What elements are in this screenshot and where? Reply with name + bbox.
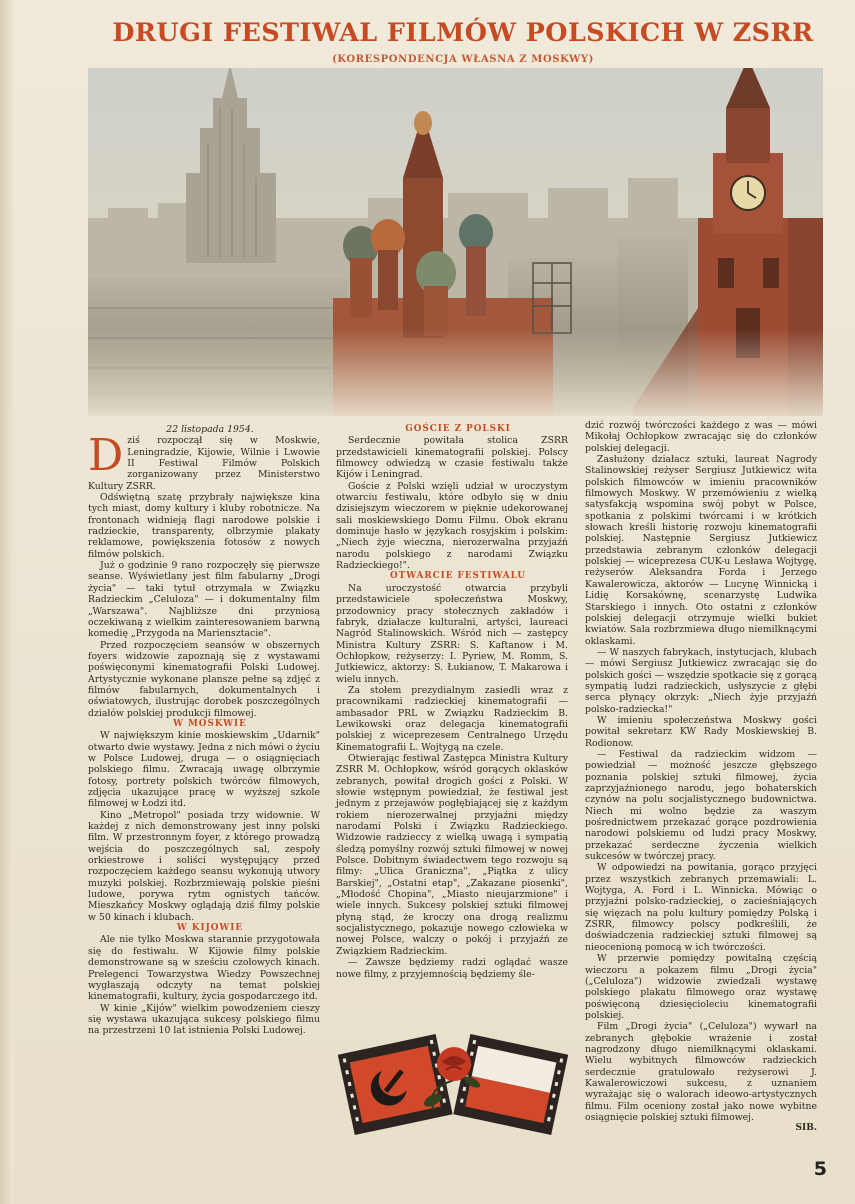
column-3 [585,420,817,1135]
paragraph: Film „Drogi życia" („Celuloza") wywarł na zebranych głębokie wrażenie i został nagrodzony długo niemilknącymi oklaskami. Wielu wybitnych filmowców radzieckich serdecznie gratulowało reżyserowi J. Kawalerowiczowi sukcesu, z uznaniem wyrażając się o walorach ideowo-artystycznych filmu. Film oceniony został jako nowe wybitne osiągnięcie polskiej sztuki filmowej. [585,1021,817,1123]
paragraph: Za stołem prezydialnym zasiedli wraz z pracownikami radzieckiej kinematografii — ambasador PRL w Związku Radzieckim B. Lewikowski oraz delegacja kinematografii polskiej z wiceprezesem Centralnego Urzędu Kinematografii L. Wojtygą na czele. [336,684,568,753]
article-subtitle: (KORESPONDENCJA WŁASNA Z MOSKWY) [332,54,594,65]
section-heading-otwarcie: OTWARCIE FESTIWALU [389,571,527,582]
paragraph: Serdecznie powitała stolica ZSRR przedstawicieli kinematografii polskiej. Polscy filmowcy odwiedzą w czasie festiwalu także Kijów i Leningrad. [336,435,568,481]
paragraph: W przerwie pomiędzy powitalną częścią wieczoru a pokazem filmu „Drogi życia" („Celuloza") widzowie zwiedzali wystawę polskiego plakatu filmowego oraz wystawę poświęconą dziesięcioleciu kinematografii polskiej. [585,953,817,1021]
paragraph: dzić rozwój twórczości każdego z was — mówi Mikołaj Ochłopkow zwracając się do członków polskiej delegacji. [585,420,817,454]
moscow-kremlin-photo [88,68,823,416]
paragraph: Goście z Polski wzięli udział w uroczystym otwarciu festiwalu, które odbyło się w dniu dzisiejszym wieczorem w pięknie udekorowanej sali moskiewskiego Domu Filmu. Obok ekranu dominuje hasło w językach rosyjskim i polskim: „Niech żyje wieczna, nierozerwalna przyjaźń narodu polskiego z narodami Związku Radzieckiego!". [336,480,568,572]
article-date: 22 listopada 1954. [166,424,254,435]
paragraph: Na uroczystość otwarcia przybyli przedstawiciele społeczeństwa Moskwy, przodownicy pracy stołecznych zakładów i fabryk, działacze kulturalni, artyści, laureaci Nagród Stalinowskich. Wśród nich — zastępcy Ministra Kultury ZSRR: S. Kaftanow i M. Ochłopkow, reżyserzy: I. Pyriew, M. Romm, S. Jutkiewicz, aktorzy: S. Łukianow, T. Makarowa i wielu innych. [336,582,568,685]
section-heading-kijowie: W KIJOWIE [176,923,244,934]
author-signature: SIB. [795,1123,817,1134]
column-2 [336,424,568,980]
paragraph: W imieniu społeczeństwa Moskwy gości powitał sekretarz KW Rady Moskiewskiej B. Rodionow. [585,714,817,749]
paragraph: W kinie „Kijów" wielkim powodzeniem cieszy się wystawa ukazująca sukcesy polskiego filmu na przestrzeni 10 lat istnienia Polski Ludowej. [88,1002,320,1037]
paragraph: Zasłużony działacz sztuki, laureat Nagrody Stalinowskiej reżyser Sergiusz Jutkiewicz wita polskich filmowców w imieniu pracowników filmowych Moskwy. W przemówieniu z wielką satysfakcją wspomina swój pobyt w Polsce, spotkania z polskimi twórcami i w krótkich słowach kreśli historię rozwoju kinematografii polskiej. Następnie Sergiusz Jutkiewicz przedstawia zebranym członków delegacji polskiej — wiceprezesa CUK-u Lesława Wojtygę, reżyserów Aleksandra Forda i Jerzego Kawalerowicza, aktorów — Lucynę Winnicką i Lidię Korsakównę, scenarzystę Ludwika Starskiego i innych. Oto ostatni z członków polskiej delegacji otrzymuje wielki bukiet kwiatów. Sala rozbrzmiewa długo niemilknącymi oklaskami. [585,454,817,647]
paragraph: W największym kinie moskiewskim „Udarnik" otwarto dwie wystawy. Jedna z nich mówi o życiu w Polsce Ludowej, druga — o osiągnięciach polskiego filmu. Zwracają uwagę olbrzymie fotosy, portrety polskich twórców filmowych, zdjęcia ukazujące pracę w wyższej szkole filmowej w Łodzi itd. [88,730,320,810]
paragraph: — Festiwal da radzieckim widzom — powiedział — możność jeszcze głębszego poznania polskiej sztuki filmowej, życia zaprzyjaźnionego narodu, jego bohaterskich czynów na polu socjalistycznego budownictwa. Niech mi wolno będzie za waszym pośrednictwem przekazać gorące pozdrowienia narodowi polskiemu od ludzi pracy Moskwy, przekazać serdeczne życzenia wielkich sukcesów w twórczej pracy. [585,748,817,863]
page-edge-shadow [0,0,14,1204]
drop-cap: D [88,430,124,482]
paragraph: Przed rozpoczęciem seansów w obszernych foyers widzowie zapoznają się z wystawami poświęconymi kinematografii Polski Ludowej. Artystycznie wykonane plansze pełne są zdjęć z filmów fabularnych, dokumentalnych i oświatowych, ilustrując dorobek poszczególnych działów polskiej produkcji filmowej. [88,639,320,719]
film-strip-ornament [338,1018,570,1143]
paragraph: Już o godzinie 9 rano rozpoczęły się pierwsze seanse. Wyświetlany jest film fabularny „Drogi życia" — taki tytuł otrzymała w Związku Radzieckim „Celuloza" — i dokumentalny film „Warszawa". Najbliższe dni przyniosą oczekiwaną z wielkim zainteresowaniem barwną komedię „Przygoda na Mariensztacie". [88,560,320,640]
page-number: 5 [813,1158,827,1180]
section-heading-goscie: GOŚCIE Z POLSKI [405,424,511,434]
paragraph: Odświętną szatę przybrały największe kina tych miast, domy kultury i kluby robotnicze. Na frontonach widnieją flagi narodowe polskie i radzieckie, transparenty, olbrzymie plakaty reklamowe, powiększenia fotosów z nowych filmów polskich. [88,492,320,560]
column-1 [88,424,320,1037]
paragraph: Otwierając festiwal Zastępca Ministra Kultury ZSRR M. Ochłopkow, wśród gorących oklasków zebranych, powitał drogich gości z Polski. W słowie wstępnym powiedział, że festiwal jest jednym z przejawów pogłębiającej się z każdym rokiem nierozerwalnej przyjaźni między narodami Polski i Związku Radzieckiego. Widzowie radzieccy z wielką uwagą i sympatią śledzą pomyślny rozwój sztuki filmowej w nowej Polsce. Dobitnym świadectwem tego rozwoju są filmy: „Ulica Graniczna", „Piątka z ulicy Barskiej", „Ostatni etap", „Zakazane piosenki", „Młodość Chopina", „Miasto nieujarzmione" i wiele innych. Sukcesy polskiej sztuki filmowej płyną stąd, że kroczy ona drogą realizmu socjalistycznego, pokazuje nowego człowieka w nowej Polsce, walczy o pokój i przyjaźń ze Związkiem Radzieckim. [336,752,568,957]
paragraph: — Zawsze będziemy radzi oglądać wasze nowe filmy, z przyjemnością będziemy śle- [336,957,568,980]
paragraph: ziś rozpoczął się w Moskwie, Leningradzie, Kijowie, Wilnie i Lwowie II Festiwal Filmów Polskich zorganizowany przez Ministerstwo Kultury ZSRR. [88,435,320,492]
paragraph: Kino „Metropol" posiada trzy widownie. W każdej z nich demonstrowany jest inny polski film. W przestronnym foyer, z którego prowadzą wejścia do poszczególnych sal, zespoły orkiestrowe i soliści występujący przed rozpoczęciem każdego seansu wykonują utwory muzyki polskiej. Rozbrzmiewają polskie pieśni ludowe, porywa rytm ognistych tańców. Mieszkańcy Moskwy oglądają dziś filmy polskie w 50 kinach i klubach. [88,809,320,923]
paragraph: — W naszych fabrykach, instytucjach, klubach — mówi Sergiusz Jutkiewicz zwracając się do polskich gości — wszędzie spotkacie się z gorącą sympatią ludzi radzieckich, usłyszycie z głębi serca płynący okrzyk: „Niech żyje przyjaźń polsko-radziecka!" [585,646,817,715]
section-heading-moskwie: W MOSKWIE [173,718,247,729]
paragraph: W odpowiedzi na powitania, gorąco przyjęci przez wszystkich zebranych przemawiali: L. Wojtyga, A. Ford i L. Winnicka. Mówiąc o przyjaźni polsko-radzieckiej, o zacieśniających się więzach na polu kultury pomiędzy Polską i ZSRR, filmowcy polscy podkreślili, że doświadczenia radzieckiej sztuki filmowej są nieocenioną pomocą w ich twórczości. [585,862,817,953]
paragraph: Ale nie tylko Moskwa starannie przygotowała się do festiwalu. W Kijowie filmy polskie demonstrowane są w sześciu czołowych kinach. Prelegenci Towarzystwa Wiedzy Powszechnej wygłaszają odczyty na temat polskiej kinematografii, kultury, życia gospodarczego itd. [88,934,320,1003]
article-title: DRUGI FESTIWAL FILMÓW POLSKICH W ZSRR [112,18,814,48]
